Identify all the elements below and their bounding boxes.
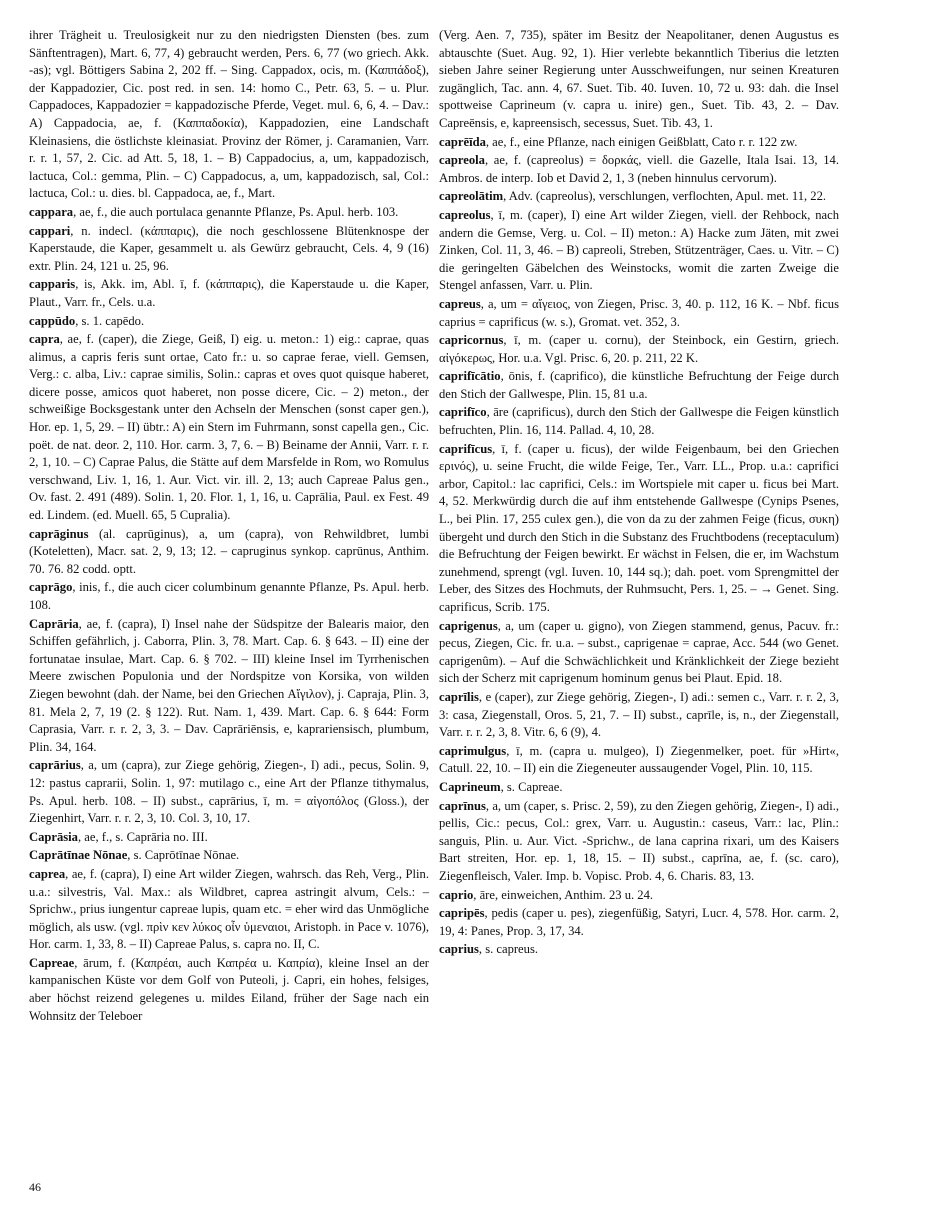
- entry-headword: capreola: [439, 153, 485, 168]
- entry-headword: caprīnus: [439, 798, 486, 813]
- entry-headword: capripēs: [439, 906, 485, 921]
- dictionary-entry: caprio, āre, einweichen, Anthim. 23 u. 24.: [439, 887, 654, 902]
- dictionary-entry: caprimulgus, ī, m. (capra u. mulgeo), I) Ziegenmelker, poet. für »Hirt«, Catull. 22, 10. – II) ein die Ziegeneuter aussaugender Vogel, Plin. 10, 115.: [439, 743, 839, 776]
- entry-headword: cappūdo: [29, 313, 76, 328]
- dictionary-entry: capreus, a, um = αἴγειος, von Ziegen, Prisc. 3, 40. p. 112, 16 K. – Nbf. ficus caprius = caprificus (w. s.), Gromat. vet. 352, 3.: [439, 296, 839, 329]
- dictionary-entry: capripēs, pedis (caper u. pes), ziegenfüßig, Satyri, Lucr. 4, 578. Hor. carm. 2, 19, 4: Panes, Prop. 3, 17, 34.: [439, 906, 839, 938]
- entry-headword: Caprātīnae Nōnae: [29, 848, 128, 863]
- entry-headword: caprio: [439, 887, 474, 902]
- dictionary-entry: Caprineum, s. Capreae.: [439, 779, 563, 794]
- entry-headword: Caprāsia: [29, 829, 78, 844]
- entry-headword: caprea: [29, 866, 66, 881]
- entry-headword: Caprineum: [439, 779, 501, 794]
- dictionary-entry: caprifīco, āre (caprificus), durch den Stich der Gallwespe die Feigen künstlich befruchten, Plin. 16, 114. Pallad. 4, 10, 28.: [439, 405, 839, 438]
- dictionary-entry: caprea, ae, f. (capra), I) eine Art wilder Ziegen, wahrsch. das Reh, Verg., Plin. u.a.: silvestris, Val. Max.: als Wildbret, caprea astringit alvum, Cels.: – Sprichw., prius iungentur capreae lupis, quam etc. = eher wird das Unmögliche möglich, als usw. (vgl. πρὶν κεν λύκος οἶν ὑμεναιοι, Aristoph. in Pace v. 1076), Hor. carm. 1, 33, 8. – II) Capreae Palus, s. capra no. II, C.: [29, 866, 429, 952]
- dictionary-entry: cappari, n. indecl. (κάππαρις), die noch geschlossene Blütenknospe der Kaperstaude, die Kaper, gesammelt u. als Gewürz gebraucht, Cels. 4, 9 (16) extr. Plin. 24, 121 u. 25, 96.: [29, 223, 429, 273]
- entry-headword: caprifīcus: [439, 441, 493, 456]
- entry-headword: capra: [29, 332, 60, 347]
- right-column: [439, 27, 839, 960]
- dictionary-entry: Caprāsia, ae, f., s. Caprāria no. III.: [29, 829, 208, 844]
- dictionary-entry: caprārius, a, um (capra), zur Ziege gehörig, Ziegen-, I) adi., pecus, Solin. 9, 12: pastus caprarii, Solin. 1, 97: mutilago c., eine Art der Pflanze tithymalus, Ps. Apul. herb. 108. – II) subst., caprārius, ī, m. = αἰγοπόλος (Gloss.), der Ziegenhirt, Varr. r. r. 2, 3, 10. Col. 3, 10, 17.: [29, 758, 429, 826]
- dictionary-entry: caprāgo, inis, f., die auch cicer columbinum genannte Pflanze, Ps. Apul. herb. 108.: [29, 580, 429, 612]
- entry-headword: caprigenus: [439, 618, 498, 633]
- entry-headword: caprīlis: [439, 689, 479, 704]
- entry-headword: cappara: [29, 204, 74, 219]
- entry-headword: caprimulgus: [439, 743, 507, 758]
- dictionary-entry: cappara, ae, f., die auch portulaca genannte Pflanze, Ps. Apul. herb. 103.: [29, 204, 399, 219]
- dictionary-entry: capreolātim, Adv. (capreolus), verschlungen, verflochten, Apul. met. 11, 22.: [439, 189, 827, 204]
- dictionary-entry: caprius, s. capreus.: [439, 942, 538, 957]
- entry-headword: Capreae: [29, 955, 75, 970]
- dictionary-entry: capreolus, ī, m. (caper), I) eine Art wilder Ziegen, viell. der Rehbock, nach andern die Gemse, Verg. u. Col. – II) meton.: A) Hacke zum Jäten, mit zwei Zinken, Col. 11, 3, 46. – B) capreoli, Streben, Stützenträger, Caes. u. Vitr. – C) die geringelten Gäbelchen des Weinstocks, womit die zarten Zweige die Stengel anfassen, Varr. u. Plin.: [439, 207, 839, 293]
- dictionary-entry: Caprātīnae Nōnae, s. Caprōtīnae Nōnae.: [29, 848, 240, 863]
- entry-headword: capreolātim: [439, 189, 504, 204]
- dictionary-entry: ihrer Trägheit u. Treulosigkeit nur zu den niedrigsten Diensten (bes. zum Sänftentragen), Mart. 6, 77, 4) gebraucht werden, Pers. 6, 77 (wo griech. Akk. -as); vgl. Böttigers Sabina 2, 202 ff. – Sing. Cappadox, ocis, m. (Καππάδοξ), der Kappadozier, Cic. post red. in sen. 14: homo C., Petr. 63, 5. – u. Plur. Cappadoces, Kappadozier = kappadozische Pferde, Veget. mul. 6, 6, 4. – Dav.: A) Cappadocia, ae, f. (Καππαδοκία), Kappadozien, eine Landschaft Kleinasiens, die östlichste kleinasiat. Provinz der Römer, j. Caramanien, Varr. r. r. 1, 57, 2. Cic. ad Att. 5, 18, 1. – B) Cappadocius, a, um, kappadozisch, lactuca, Col.: gemma, Plin. – C) Cappadocus, a, um, kappadozisch, sal, Col.: lactuca, Col.: u. dies. bl. Cappadoca, ae, f., Mart.: [29, 28, 429, 201]
- entry-headword: caprius: [439, 942, 479, 957]
- dictionary-entry: cappūdo, s. 1. capēdo.: [29, 313, 145, 328]
- entry-headword: caprifīco: [439, 405, 487, 420]
- entry-headword: caprāgo: [29, 580, 73, 595]
- left-column: [29, 27, 429, 1026]
- dictionary-entry: caprigenus, a, um (caper u. gigno), von Ziegen stammend, genus, Pacuv. fr.: pecus, Ziegen, Cic. fr. u.a. – subst., caprigenae = caprae, Acc. 544 (wo Genet. caprigenûm). – Auf die Schwächlichkeit und Kränklichkeit der Ziege bezieht sich der Scherz mit caprigenum hominum genus bei Plaut. Epid. 18.: [439, 618, 839, 686]
- dictionary-entry: caprifīcus, ī, f. (caper u. ficus), der wilde Feigenbaum, bei den Griechen ερινός), u. seine Frucht, die wilde Feige, Ter., Varr. LL., Prop. u.a.: caprifici arbor, Capitol.: lac caprifici, Cels.: im Wortspiele mit caper u. ficus bei Mart. 4, 52. Merkwürdig durch die auf ihm entstehende Gallwespe (Cynips Psenes, L., bei Plin. 17, 255 culex gen.), die von da zu der zahmen Feige (ficus, συκη) übergeht und durch den Stich in die Substanz des Fruchtbodens (receptaculum) die Befruchtung der Feigen bewirkt. Er wächst in Felsen, die er, im Wachstum zunehmend, sprengt (vgl. Iuven. 10, 144 sq.); dah. poet. vom Sprengmittel der Leber, des Sitzes des Hochmuts, der Ruhmsucht, Pers. 1, 25. – → Genet. Sing. caprificus, Scrib. 175.: [439, 441, 839, 614]
- entry-headword: capreus: [439, 296, 481, 311]
- entry-headword: capparis: [29, 277, 76, 292]
- dictionary-entry: caprīlis, e (caper), zur Ziege gehörig, Ziegen-, I) adi.: semen c., Varr. r. r. 2, 3, 3: casa, Ziegenstall, Oros. 5, 21, 7. – II) subst., caprīle, is, n., der Ziegenstall, Varr. r. r. 2, 3, 8. Vitr. 6, 6 (9), 4.: [439, 689, 839, 740]
- dictionary-entry: capparis, is, Akk. im, Abl. ī, f. (κάππαρις), die Kaperstaude u. die Kaper, Plaut., Varr. fr., Cels. u.a.: [29, 277, 429, 309]
- dictionary-entry: Caprāria, ae, f. (capra), I) Insel nahe der Südspitze der Balearis maior, den Schiffen gefährlich, j. Caborra, Plin. 3, 78. Mart. Cap. 6. § 643. – II) eine der fortunatae insulae, Mart. Cap. 6. § 702. – III) kleine Insel im Tyrrhenischen Meere zwischen Populonia und der Nordspitze von Korsika, von wilden Ziegen bewohnt (dah. der Name, bei den Griechen Αἴγιλον), j. Capraja, Plin. 3, 81. Mela 2, 7, 19 (2. § 122). Rut. Nam. 1, 439. Mart. Cap. 6. § 644: Form Caprasia, Varr. r. r. 2, 3, 3. – Dav. Caprāriēnsis, e, kaprariensisch, plumbum, Plin. 34, 164.: [29, 616, 429, 754]
- dictionary-entry: Capreae, ārum, f. (Καπρέαι, auch Καπρέα u. Καπρία), kleine Insel an der kampanischen Küste vor dem Golf von Puteoli, j. Capri, ein hohes, felsiges, aber höchst reizend gelegenes u. mildes Eiland, früher der Sage nach ein Wohnsitz der Teleboer: [29, 955, 429, 1023]
- dictionary-entry: capra, ae, f. (caper), die Ziege, Geiß, I) eig. u. meton.: 1) eig.: caprae, quas alimus, a capris feris sunt ortae, Cato fr.: u. so caprae ferae, viell. Gemsen, Verg.: c. alba, Liv.: caprae similis, Solin.: capras et oves quot quisque haberet, dicere posse, amicos quot haberet, non posse dicere, Cic. – 2) meton., der schweißige Bocksgestank unter den Achseln der Menschen (sonst caper gen.), Hor. ep. 1, 5, 29. – II) übtr.: A) ein Stern im Fuhrmann, sonst capella gen., Cic. poët. de nat. deor. 2, 110. Hor. carm. 3, 7, 6. – B) Beiname der Annii, Varr. r. r. 2, 1, 10. – C) Caprae Palus, die Stätte auf dem Marsfelde in Rom, wo Romulus verschwand, Liv. 1, 16, 1. Aur. Vict. vir. ill. 2, 13; auch Capreae Palus gen., Ov. fast. 2. 491 (489). Solin. 1, 20. Flor. 1, 1, 16, u. Caprālia, Paul. ex Fest. 49 ed. Lindem. (ed. Muell. 65, 5 Cupralia).: [29, 332, 429, 523]
- entry-headword: cappari: [29, 223, 71, 238]
- dictionary-entry: caprīnus, a, um (caper, s. Prisc. 2, 59), zu den Ziegen gehörig, Ziegen-, I) adi., pellis, Cic.: pecus, Col.: grex, Varr. u. Augustin.: caseus, Varr.: lac, Plin.: sanguis, Plin. u. Aur. Vict. -Sprichw., de lana caprina rixari, um des Kaisers Bart streiten, Hor. ep. 1, 18, 15. – II) subst., caprīna, ae, f. (sc. caro), Ziegenfleisch, Valer. Imp. b. Vopisc. Prob. 4, 6. Charis. 83, 13.: [439, 798, 839, 883]
- dictionary-entry: caprēīda, ae, f., eine Pflanze, nach einigen Geißblatt, Cato r. r. 122 zw.: [439, 134, 798, 149]
- entry-headword: Caprāria: [29, 616, 79, 631]
- entry-headword: caprārius: [29, 758, 81, 773]
- entry-headword: capricornus: [439, 333, 504, 348]
- dictionary-entry: caprāginus (al. caprūginus), a, um (capra), von Rehwildbret, lumbi (Koteletten), Macr. sat. 2, 9, 13; 12. – capruginus synkop. caprūnus, Anthim. 70. 76. 82 codd. optt.: [29, 526, 429, 576]
- dictionary-entry: capricornus, ī, m. (caper u. cornu), der Steinbock, ein Gestirn, griech. αἰγόκερως, Hor. u.a. Vgl. Prisc. 6, 20. p. 211, 22 K.: [439, 333, 839, 365]
- entry-headword: caprēīda: [439, 134, 486, 149]
- dictionary-entry: caprifīcātio, ōnis, f. (caprifico), die künstliche Befruchtung der Feige durch den Stich der Gallwespe, Plin. 15, 81 u.a.: [439, 369, 839, 401]
- entry-headword: caprifīcātio: [439, 369, 501, 384]
- dictionary-entry: (Verg. Aen. 7, 735), später im Besitz der Neapolitaner, denen Augustus es abtauschte (Suet. Aug. 92, 1). Hier verlebte bekanntlich Tiberius die letzten sieben Jahre seiner Regierung unter Ausschweifungen, nur seinen Kreaturen zugänglich, Tac. ann. 4, 67. Suet. Tib. 40. Iuven. 10, 72 u. 93: dah. die Insel spottweise Caprineum (v. capra u. inire) gen., Suet. Tib. 43, 2. – Dav. Capreēnsis, e, kapreensisch, secessus, Suet. Tib. 43, 1.: [439, 28, 839, 130]
- entry-headword: caprāginus: [29, 526, 89, 541]
- page-number: 46: [29, 1180, 41, 1194]
- dictionary-entry: capreola, ae, f. (capreolus) = δορκάς, viell. die Gazelle, Itala Isai. 13, 14. Ambros. de interp. Iob et David 2, 1, 3 (neben hinnulus cervorum).: [439, 153, 839, 185]
- entry-headword: capreolus: [439, 207, 491, 222]
